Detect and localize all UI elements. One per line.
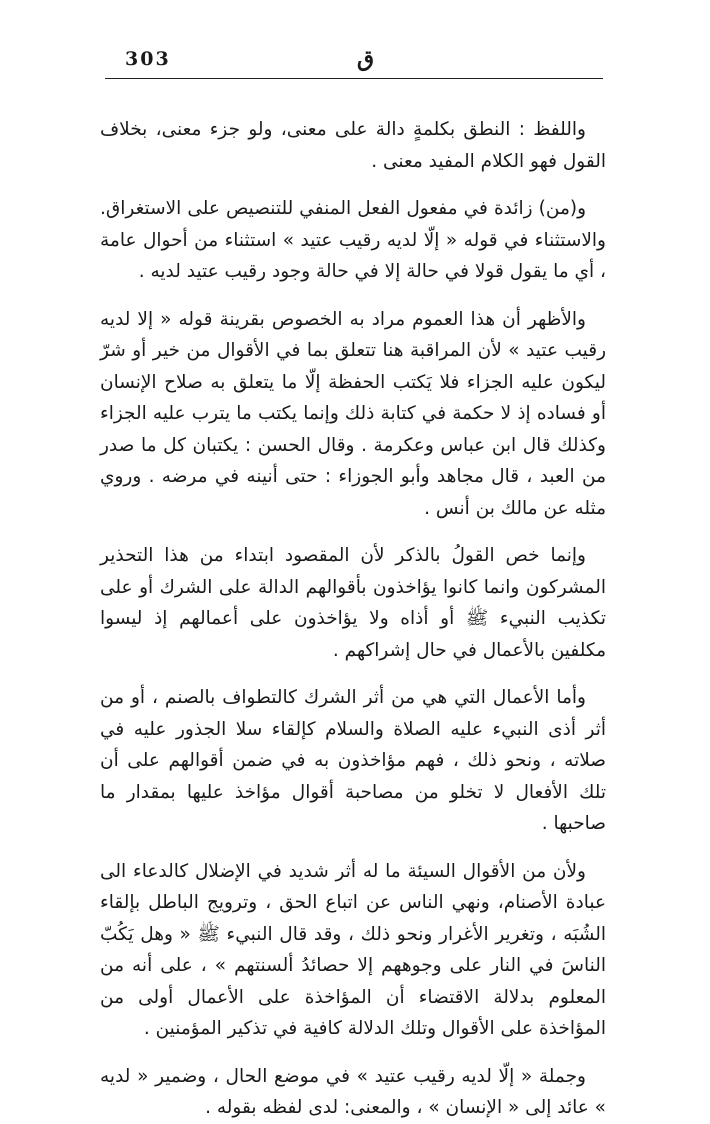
paragraph-2: و(من) زائدة في مفعول الفعل المنفي للتنصيص على الاستغراق. والاستثناء في قوله « إلّا لديه رقيب عتيد » استثناء من أحوال عامة ، أي ما يقول قولا في حالة إلا في حالة وجود رقيب عتيد لديه . [100, 198, 606, 282]
paragraph-3: والأظهر أن هذا العموم مراد به الخصوص بقرينة قوله « إلا لديه رقيب عتيد » لأن المراقبة هنا تتعلق بما في الأقوال من خير أو شرّ ليكون عليه الجزاء فلا يَكتب الحفظة إلّا ما يتعلق به صلاح الإنسان أو فساده إذ لا حكمة في كتابة ذلك وإنما يكتب ما يترب عليه الجزاء وكذلك قال ابن عباس وعكرمة . وقال الحسن : يكتبان كل ما صدر من العبد ، قال مجاهد وأبو الجوزاء : حتى أنينه في مرضه . وروي مثله عن مالك بن أنس . [100, 308, 606, 519]
paragraph-7: وجملة « إلّا لديه رقيب عتيد » في موضع الحال ، وضمير « لديه » عائد إلى « الإنسان » ، والمعنى: لدى لفظه بقوله . [100, 1065, 606, 1118]
running-head: ق [357, 46, 375, 72]
paragraph-1: واللفظ : النطق بكلمةٍ دالة على معنى، ولو جزء معنى، بخلاف القول فهو الكلام المفيد معنى . [100, 119, 606, 172]
body-text [100, 114, 606, 1124]
paragraph-5: وأما الأعمال التي هي من أثر الشرك كالتطواف بالصنم ، أو من أثر أذى النبيء عليه الصلاة والسلام كإلقاء سلا الجذور عليه في صلاته ، ونحو ذلك ، فهم مؤاخذون به في ضمن أقوالهم على أن تلك الأفعال لا تخلو من مصاحبة أقوال مؤاخذ عليها بمقدار ما صاحبها . [100, 687, 606, 834]
header-rule [105, 78, 603, 79]
page-header [105, 46, 603, 80]
page-number: 303 [125, 48, 171, 70]
paragraph-6: ولأن من الأقوال السيئة ما له أثر شديد في الإضلال كالدعاء الى عبادة الأصنام، ونهي الناس عن اتباع الحق ، وترويج الباطل بإلقاء الشُبَه ، وتغرير الأغرار ونحو ذلك ، وقد قال النبيء ﷺ « وهل يَكُبّ الناسَ في النار على وجوههم إلا حصائدُ ألسنتهم » ، على أنه من المعلوم بدلالة الاقتضاء أن المؤاخذة على الأعمال أولى من المؤاخذة على الأقوال وتلك الدلالة كافية في تذكير المؤمنين . [100, 860, 606, 1039]
paragraph-4: وإنما خص القولُ بالذكر لأن المقصود ابتداء من هذا التحذير المشركون وانما كانوا يؤاخذون بأقوالهم الدالة على الشرك أو على تكذيب النبيء ﷺ أو أذاه ولا يؤاخذون على أعمالهم إذ ليسوا مكلفين بالأعمال في حال إشراكهم . [100, 545, 606, 661]
